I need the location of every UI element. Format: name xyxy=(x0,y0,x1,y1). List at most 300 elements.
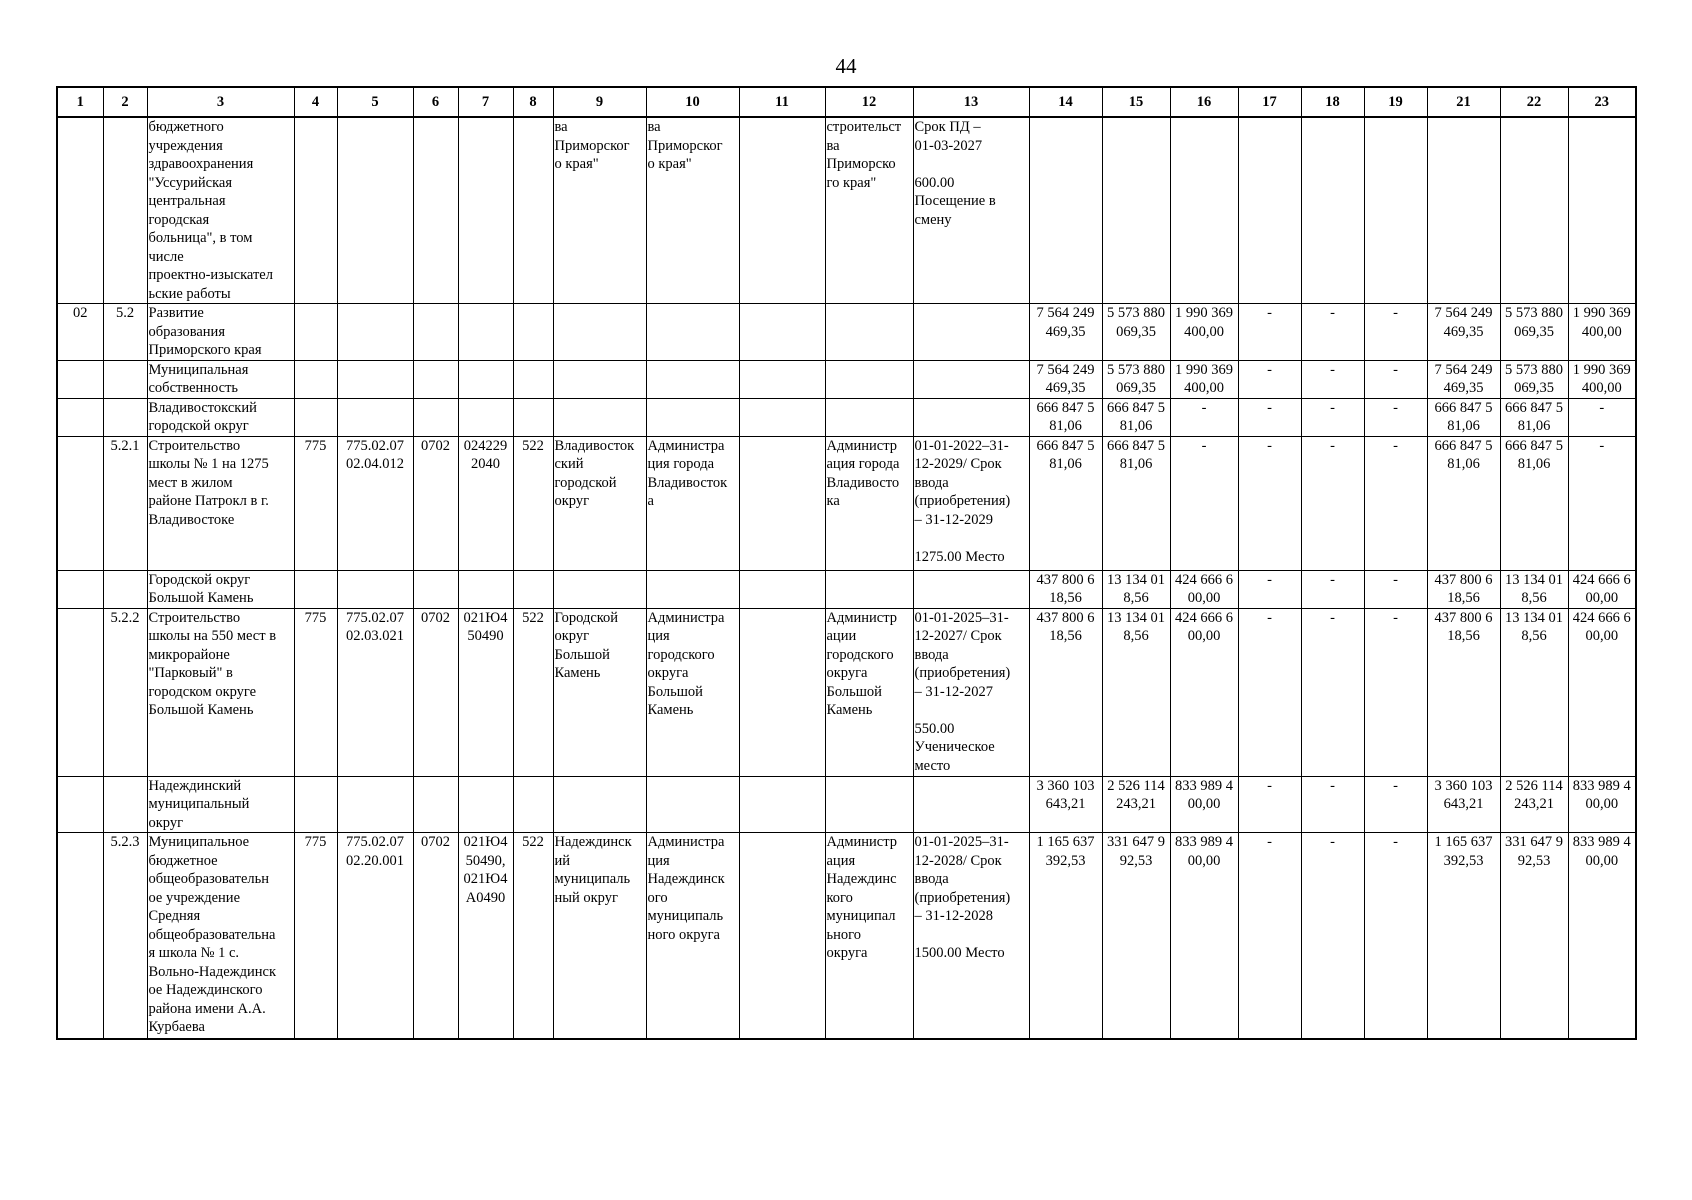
cell-10 xyxy=(646,833,739,1039)
cell-text-line: 02.03.021 xyxy=(346,628,404,644)
cell-text-line: ое учреждение xyxy=(148,889,241,906)
cell-11 xyxy=(739,833,825,1039)
cell-text-line: 81,06 xyxy=(1517,456,1551,472)
cell-14 xyxy=(1029,776,1102,833)
cell-15 xyxy=(1102,776,1170,833)
cell-text-line: 469,35 xyxy=(1045,323,1086,340)
column-header: 14 xyxy=(1029,87,1102,117)
cell-15 xyxy=(1102,398,1170,436)
cell-21 xyxy=(1427,436,1500,570)
cell-text-line: - xyxy=(1599,437,1605,454)
budget-table xyxy=(56,86,1637,1040)
cell-6: 0702 xyxy=(413,608,458,776)
cell-text-line: (приобретения) xyxy=(914,889,1011,906)
cell-text-line: Ученическое xyxy=(914,739,995,755)
cell-12 xyxy=(825,570,913,608)
cell-text-line: 01-01-2025–31- xyxy=(914,609,1009,626)
table-row xyxy=(57,117,1636,304)
cell-2 xyxy=(103,398,147,436)
cell-text-line: Приморског xyxy=(647,137,723,154)
table-row xyxy=(57,360,1636,398)
cell-text-line: числе xyxy=(148,248,184,265)
cell-text-line: ация города xyxy=(826,456,900,472)
cell-text-line: ого xyxy=(647,889,668,906)
cell-1 xyxy=(57,360,103,398)
cell-1: 02 xyxy=(57,304,103,361)
cell-text-line: 069,35 xyxy=(1116,323,1156,340)
cell-text-line: 1 990 369 xyxy=(1572,305,1631,321)
cell-19: - xyxy=(1364,608,1427,776)
cell-12 xyxy=(825,608,913,776)
cell-5 xyxy=(337,436,413,570)
cell-9 xyxy=(553,398,646,436)
cell-2: 5.2.2 xyxy=(103,608,147,776)
cell-text-line: бюджетного xyxy=(148,119,224,135)
cell-11 xyxy=(739,117,825,304)
cell-5 xyxy=(337,776,413,833)
cell-text-line: ва xyxy=(826,137,840,154)
cell-text-line: округ xyxy=(554,493,590,509)
cell-text-line: - xyxy=(1201,399,1207,416)
cell-8: 522 xyxy=(513,608,553,776)
cell-text-line: 400,00 xyxy=(1581,323,1622,340)
cell-8 xyxy=(513,398,553,436)
cell-7 xyxy=(458,776,513,833)
cell-text-line: Камень xyxy=(554,665,601,681)
cell-text-line: 666 847 5 xyxy=(1505,437,1563,454)
cell-text-line: ввода xyxy=(914,871,949,887)
cell-text-line: 775.02.07 xyxy=(346,437,404,454)
cell-text-line: 00,00 xyxy=(1187,628,1221,644)
cell-text-line xyxy=(915,926,1028,945)
cell-22 xyxy=(1500,776,1568,833)
cell-text-line: проектно-изыскател xyxy=(148,267,273,283)
column-header: 12 xyxy=(825,87,913,117)
cell-text-line: 92,53 xyxy=(1119,852,1153,869)
cell-text-line: 02.20.001 xyxy=(346,852,404,869)
cell-13 xyxy=(913,304,1029,361)
cell-19: - xyxy=(1364,360,1427,398)
cell-23 xyxy=(1568,776,1636,833)
cell-23 xyxy=(1568,436,1636,570)
cell-text-line: 400,00 xyxy=(1581,380,1622,396)
cell-text-line: бюджетное xyxy=(148,852,218,869)
cell-text-line: 424 666 6 xyxy=(1572,571,1631,588)
cell-4: 775 xyxy=(294,608,337,776)
cell-text-line: 437 800 6 xyxy=(1036,571,1095,588)
cell-text-line: района имени А.А. xyxy=(148,1000,266,1017)
cell-text-line: Приморско xyxy=(826,156,896,172)
cell-16 xyxy=(1170,833,1238,1039)
cell-19: - xyxy=(1364,436,1427,570)
cell-text-line: 643,21 xyxy=(1045,796,1086,812)
cell-text-line: 5 573 880 xyxy=(1107,305,1165,321)
cell-text-line: ский xyxy=(554,456,584,472)
cell-4: 775 xyxy=(294,436,337,570)
cell-text-line: ация xyxy=(826,852,856,869)
cell-text-line: 424 666 6 xyxy=(1572,609,1631,626)
cell-text-line: - xyxy=(1599,399,1605,416)
cell-6: 0702 xyxy=(413,436,458,570)
cell-17: - xyxy=(1238,304,1301,361)
cell-17: - xyxy=(1238,776,1301,833)
cell-text-line: (приобретения) xyxy=(914,665,1011,681)
cell-21 xyxy=(1427,398,1500,436)
cell-text-line: Средняя xyxy=(148,908,201,924)
cell-12 xyxy=(825,117,913,304)
cell-12 xyxy=(825,833,913,1039)
cell-text-line: Камень xyxy=(826,702,873,718)
column-header: 11 xyxy=(739,87,825,117)
cell-5 xyxy=(337,398,413,436)
cell-7 xyxy=(458,117,513,304)
cell-text-line: Приморског xyxy=(554,137,630,154)
cell-22 xyxy=(1500,117,1568,304)
cell-10 xyxy=(646,360,739,398)
cell-21 xyxy=(1427,304,1500,361)
cell-14 xyxy=(1029,117,1102,304)
cell-1 xyxy=(57,117,103,304)
cell-text-line: – 31-12-2029 xyxy=(914,511,994,528)
cell-text-line: 00,00 xyxy=(1585,628,1619,644)
cell-2 xyxy=(103,570,147,608)
cell-text-line: 81,06 xyxy=(1049,456,1082,472)
cell-1 xyxy=(57,570,103,608)
cell-15 xyxy=(1102,117,1170,304)
cell-text-line: - xyxy=(1201,437,1207,454)
cell-11 xyxy=(739,776,825,833)
column-header: 23 xyxy=(1568,87,1636,117)
cell-13 xyxy=(913,398,1029,436)
cell-text-line: 3 360 103 xyxy=(1434,777,1493,794)
table-row xyxy=(57,608,1636,776)
cell-2 xyxy=(103,360,147,398)
cell-text-line: 81,06 xyxy=(1049,418,1082,434)
cell-22 xyxy=(1500,570,1568,608)
cell-3 xyxy=(147,398,294,436)
cell-22 xyxy=(1500,436,1568,570)
cell-14 xyxy=(1029,833,1102,1039)
cell-text-line: собственность xyxy=(148,380,239,396)
cell-10 xyxy=(646,608,739,776)
cell-text-line: 8,56 xyxy=(1123,590,1149,606)
cell-5 xyxy=(337,608,413,776)
cell-text-line: 7 564 249 xyxy=(1434,361,1493,378)
cell-8: 522 xyxy=(513,436,553,570)
cell-text-line: 5 573 880 xyxy=(1505,361,1563,378)
cell-3 xyxy=(147,117,294,304)
cell-text-line: 1 990 369 xyxy=(1572,361,1631,378)
cell-text-line: городской округ xyxy=(148,418,249,434)
table-row xyxy=(57,776,1636,833)
table-row xyxy=(57,304,1636,361)
cell-22 xyxy=(1500,833,1568,1039)
cell-text-line: 1 165 637 xyxy=(1434,834,1493,850)
cell-text-line: 2040 xyxy=(471,456,500,472)
cell-text-line: кого xyxy=(826,889,853,906)
table-row xyxy=(57,436,1636,570)
cell-text-line: а xyxy=(647,493,654,509)
cell-11 xyxy=(739,360,825,398)
cell-8 xyxy=(513,117,553,304)
cell-3 xyxy=(147,570,294,608)
cell-15 xyxy=(1102,608,1170,776)
column-header: 16 xyxy=(1170,87,1238,117)
cell-text-line: ввода xyxy=(914,474,949,491)
cell-text-line: районе Патрокл в г. xyxy=(148,493,269,509)
cell-18: - xyxy=(1301,608,1364,776)
cell-text-line xyxy=(915,529,1028,548)
cell-text-line: место xyxy=(914,757,951,774)
column-header: 10 xyxy=(646,87,739,117)
cell-text-line: ое Надеждинского xyxy=(148,982,263,998)
column-header: 6 xyxy=(413,87,458,117)
cell-text-line: 13 134 01 xyxy=(1505,571,1563,588)
cell-text-line: Строительство xyxy=(148,609,241,626)
cell-text-line: ция города xyxy=(647,456,715,472)
table-row xyxy=(57,570,1636,608)
cell-3 xyxy=(147,608,294,776)
cell-9 xyxy=(553,360,646,398)
cell-23 xyxy=(1568,398,1636,436)
cell-10 xyxy=(646,776,739,833)
cell-5 xyxy=(337,833,413,1039)
cell-text-line: 2 526 114 xyxy=(1107,777,1165,794)
cell-text-line: 12-2029/ Срок xyxy=(914,456,1002,472)
cell-text-line: Городской округ xyxy=(148,571,251,588)
cell-4 xyxy=(294,570,337,608)
cell-text-line: 2 526 114 xyxy=(1505,777,1563,794)
cell-text-line: 7 564 249 xyxy=(1036,305,1095,321)
cell-1 xyxy=(57,776,103,833)
cell-11 xyxy=(739,608,825,776)
cell-3 xyxy=(147,304,294,361)
cell-4 xyxy=(294,398,337,436)
cell-17: - xyxy=(1238,608,1301,776)
cell-text-line: городском округе xyxy=(148,683,257,700)
cell-text-line: 13 134 01 xyxy=(1107,571,1165,588)
column-header: 15 xyxy=(1102,87,1170,117)
cell-text-line: 666 847 5 xyxy=(1036,437,1095,454)
cell-text-line: 12-2027/ Срок xyxy=(914,628,1002,644)
cell-text-line: (приобретения) xyxy=(914,493,1011,509)
cell-text-line: Владивосток xyxy=(647,474,728,491)
cell-text-line: ный округ xyxy=(554,889,618,906)
cell-23 xyxy=(1568,117,1636,304)
cell-text-line: 643,21 xyxy=(1443,796,1484,812)
cell-text-line: 437 800 6 xyxy=(1434,571,1493,588)
cell-13 xyxy=(913,570,1029,608)
cell-text-line: 666 847 5 xyxy=(1107,399,1165,416)
cell-text-line: общеобразовательн xyxy=(148,871,270,887)
cell-12 xyxy=(825,304,913,361)
cell-text-line: 775.02.07 xyxy=(346,609,404,626)
cell-text-line: 069,35 xyxy=(1116,380,1156,396)
column-header: 17 xyxy=(1238,87,1301,117)
cell-text-line: – 31-12-2027 xyxy=(914,683,994,700)
cell-text-line: Муниципальная xyxy=(148,361,249,378)
cell-7 xyxy=(458,304,513,361)
cell-13 xyxy=(913,608,1029,776)
cell-19 xyxy=(1364,117,1427,304)
cell-text-line: 069,35 xyxy=(1514,323,1554,340)
cell-19: - xyxy=(1364,398,1427,436)
column-header: 2 xyxy=(103,87,147,117)
cell-17: - xyxy=(1238,360,1301,398)
cell-1 xyxy=(57,398,103,436)
cell-text-line: 5 573 880 xyxy=(1107,361,1165,378)
cell-text-line xyxy=(915,701,1028,720)
cell-7 xyxy=(458,608,513,776)
cell-9 xyxy=(553,117,646,304)
cell-text-line: ка xyxy=(826,493,840,509)
cell-text-line: школы № 1 на 1275 xyxy=(148,456,269,472)
cell-text-line: 00,00 xyxy=(1585,590,1619,606)
cell-10 xyxy=(646,304,739,361)
cell-text-line: 392,53 xyxy=(1045,852,1086,869)
cell-text-line: 775.02.07 xyxy=(346,834,404,850)
cell-text-line: 18,56 xyxy=(1447,628,1480,644)
cell-text-line: округа xyxy=(647,665,689,681)
cell-text-line: 243,21 xyxy=(1116,796,1156,812)
cell-text-line: 021Ю4 xyxy=(463,834,508,850)
cell-text-line: 400,00 xyxy=(1184,323,1224,340)
cell-21 xyxy=(1427,608,1500,776)
cell-17: - xyxy=(1238,833,1301,1039)
cell-text-line: 12-2028/ Срок xyxy=(914,852,1002,869)
cell-text-line: 437 800 6 xyxy=(1036,609,1095,626)
cell-text-line: 392,53 xyxy=(1443,852,1484,869)
cell-5 xyxy=(337,304,413,361)
cell-text-line: "Уссурийская xyxy=(148,174,233,191)
cell-17: - xyxy=(1238,436,1301,570)
cell-6 xyxy=(413,398,458,436)
cell-text-line: муниципаль xyxy=(647,908,724,924)
cell-text-line: о края" xyxy=(647,156,692,172)
cell-3 xyxy=(147,776,294,833)
cell-text-line: ий xyxy=(554,852,571,869)
cell-text-line: 1 165 637 xyxy=(1036,834,1095,850)
cell-text-line: 1 990 369 xyxy=(1175,361,1233,378)
cell-14 xyxy=(1029,360,1102,398)
cell-23 xyxy=(1568,360,1636,398)
cell-text-line: 02.04.012 xyxy=(346,456,404,472)
cell-text-line: городского xyxy=(647,646,715,663)
column-header: 18 xyxy=(1301,87,1364,117)
cell-text-line: Надеждинс xyxy=(826,871,897,887)
cell-text-line: Владивостокский xyxy=(148,399,257,416)
cell-text-line: мест в жилом xyxy=(148,474,233,491)
cell-text-line: 424 666 6 xyxy=(1175,571,1233,588)
cell-12 xyxy=(825,360,913,398)
cell-18: - xyxy=(1301,833,1364,1039)
cell-text-line: округ xyxy=(148,814,184,831)
cell-text-line: школы на 550 мест в xyxy=(148,628,277,644)
cell-text-line: городской xyxy=(554,474,617,491)
cell-text-line: 833 989 4 xyxy=(1175,834,1233,850)
cell-text-line: 666 847 5 xyxy=(1107,437,1165,454)
cell-text-line: 469,35 xyxy=(1443,323,1484,340)
cell-text-line: 18,56 xyxy=(1447,590,1480,606)
cell-text-line: 01-01-2022–31- xyxy=(914,437,1009,454)
cell-10 xyxy=(646,117,739,304)
cell-text-line: смену xyxy=(914,211,952,228)
column-header: 19 xyxy=(1364,87,1427,117)
cell-text-line: округ xyxy=(554,628,590,644)
cell-text-line: Большой xyxy=(554,646,610,663)
cell-2: 5.2.3 xyxy=(103,833,147,1039)
cell-text-line: ция xyxy=(647,852,670,869)
cell-text-line: я школа № 1 с. xyxy=(148,945,240,961)
cell-16 xyxy=(1170,360,1238,398)
cell-21 xyxy=(1427,776,1500,833)
cell-text-line: 024229 xyxy=(463,437,508,454)
cell-text-line: ввода xyxy=(914,646,949,663)
cell-15 xyxy=(1102,570,1170,608)
cell-14 xyxy=(1029,570,1102,608)
cell-text-line: Курбаева xyxy=(148,1019,205,1035)
cell-text-line: Администр xyxy=(826,609,898,626)
cell-text-line: Большой Камень xyxy=(148,702,254,718)
cell-text-line: Камень xyxy=(647,702,694,718)
cell-text-line: – 31-12-2028 xyxy=(914,908,994,924)
cell-text-line: Городской xyxy=(554,609,619,626)
cell-2: 5.2.1 xyxy=(103,436,147,570)
cell-text-line: ьские работы xyxy=(148,285,231,302)
cell-text-line: Администра xyxy=(647,437,725,454)
cell-9 xyxy=(553,833,646,1039)
cell-text-line: 400,00 xyxy=(1184,380,1224,396)
cell-16 xyxy=(1170,117,1238,304)
cell-21 xyxy=(1427,570,1500,608)
cell-21 xyxy=(1427,360,1500,398)
cell-text-line: микрорайоне xyxy=(148,646,230,663)
cell-text-line: 00,00 xyxy=(1187,796,1221,812)
cell-14 xyxy=(1029,398,1102,436)
cell-text-line: 00,00 xyxy=(1585,796,1619,812)
cell-text-line: 1500.00 Место xyxy=(914,945,1005,961)
cell-text-line: 8,56 xyxy=(1123,628,1149,644)
cell-13 xyxy=(913,436,1029,570)
cell-text-line: 81,06 xyxy=(1447,456,1480,472)
cell-text-line: строительст xyxy=(826,119,902,135)
cell-13 xyxy=(913,117,1029,304)
cell-18: - xyxy=(1301,398,1364,436)
cell-text-line: 021Ю4 xyxy=(463,871,508,887)
cell-text-line xyxy=(915,155,1028,174)
cell-text-line: 00,00 xyxy=(1187,852,1221,869)
cell-6 xyxy=(413,304,458,361)
cell-9 xyxy=(553,304,646,361)
cell-11 xyxy=(739,436,825,570)
cell-12 xyxy=(825,398,913,436)
cell-text-line: округа xyxy=(826,665,868,681)
cell-19: - xyxy=(1364,304,1427,361)
cell-23 xyxy=(1568,833,1636,1039)
cell-text-line: городская xyxy=(148,211,210,228)
cell-16 xyxy=(1170,570,1238,608)
cell-6: 0702 xyxy=(413,833,458,1039)
cell-23 xyxy=(1568,570,1636,608)
cell-5 xyxy=(337,360,413,398)
cell-text-line: муниципальный xyxy=(148,796,250,812)
cell-12 xyxy=(825,436,913,570)
cell-text-line: Большой xyxy=(826,683,882,700)
cell-text-line: 13 134 01 xyxy=(1107,609,1165,626)
cell-11 xyxy=(739,570,825,608)
table-row xyxy=(57,833,1636,1039)
cell-text-line: о края" xyxy=(554,156,599,172)
